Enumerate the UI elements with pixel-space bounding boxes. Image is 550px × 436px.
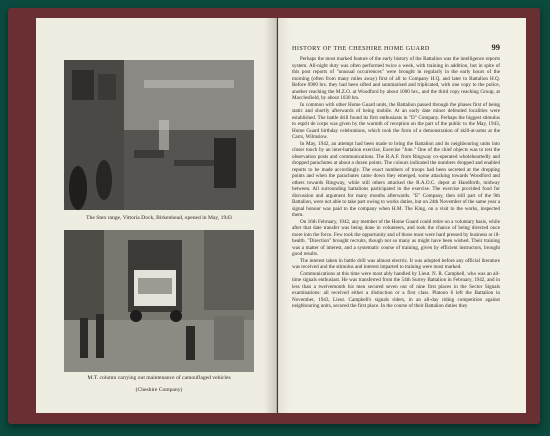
paragraph: In common with other Home Guard units, the Battalion passed through the phases first of being static and shortly afterwards of being mobile. At an early date minor defended localities were established. The battle drill found its first enthusiasts in "D" Company. Perhaps the biggest stimulus to esprit de corps was given by the warmth of reception on the part of the public to the May, 1943, Home Guard birthday celebrations, which took the form of a demonstration of skill-at-arms at the Carrs, Wilmslow.	[292, 101, 500, 140]
photo-mt-column	[64, 230, 254, 372]
photo-credit: (Cheshire Company)	[135, 387, 183, 393]
left-page	[36, 18, 277, 413]
photo-sten-range	[64, 60, 254, 210]
mt-column-image	[64, 230, 254, 372]
sten-range-image	[64, 60, 254, 210]
paragraph: Perhaps the most marked feature of the early history of the Battalion was the intelligence reports system. All-night duty was often performed twice a week, with training in addition, but in spite of this post reports of "unusual occurrences" were brought in regularly in the early hours of the morning (often from many miles away) first of all to Company H.Q. and later to Battalion H.Q. Before 0900 hrs. they had been sifted and summarised and triplicated, with one copy to the police, another reaching the M.Z.O. at Woodford by about 1000 hrs., and the third copy reaching Group, at Macclesfield, by about 1030 hrs.	[292, 56, 500, 101]
page-number: 99	[491, 42, 500, 52]
running-head: HISTORY OF THE CHESHIRE HOME GUARD	[292, 45, 430, 52]
photo-caption: The Sten range, Vittoria Dock, Birkenhead, opened in May, 1943	[86, 215, 232, 221]
paragraph: On 16th February, 1942, any member of the Home Guard could retire on a voluntary basis, while after that date transfer was being done in volunteers, and took the chance of being directed once more into the force. Few took the opportunity and of those most were hard pressed by business or ill-health. "Direction" brought recruits, though not so many as might have been wished. Their training was a matter of interest, and a systematic course of training, given by efficient instructors, brought good results.	[292, 218, 500, 257]
right-page	[278, 18, 526, 413]
paragraph: In May, 1942, an attempt had been made to bring the Battalion and its neighbouring units into closer touch by an inter-battalion exercise, Exercise "Jute." One of the chief objects was to test the observation posts and communications. The R.A.F. from Ringway co-operated wholeheartedly and dropped parachutes at about a dozen points. The colours indicated the numbers dropped and enabled reports to be made accordingly. The exact numbers of troops had been secreted at the dropping points and when the parachutes came down they emerged, some attacking towards Woodford and others towards Ringway, while still others attacked the R.A.O.C. depot at Handforth, midway between. All surrounding battalions participated in the exercise. The exercise provided food for discussion and argument for many months afterwards. "E" Company, then still part of the 9th Battalion, were not able to take part owing to works duties, but on 24th November of the same year a signal honour was paid to the company when H.M. The King, on a visit to the works, inspected them.	[292, 140, 500, 218]
paragraph: Communications at this time were most ably handled by Lieut. N. R. Campbell, who was an all-time signals enthusiast. He was transferred from the 54th Surrey Battalion in February, 1942, and in less than a twelvemonth his men secured seven out of nine first places in the Sector Signals examinations: all received either a distinction or a first class. Platoon 6 left the Battalion in November, 1943, Lieut. Campbell's signals riders, in an all-day riding competition against neighbouring units, secured the first place. In the course of their Battalion duties they	[292, 270, 500, 309]
photo-caption: M.T. column carrying out maintenance of camouflaged vehicles	[87, 375, 231, 381]
body-text	[292, 56, 500, 408]
paragraph: The interest taken in battle drill was almost electric. It was adopted before any official literature was received and the stimulus and interest imparted to training were most marked.	[292, 257, 500, 270]
